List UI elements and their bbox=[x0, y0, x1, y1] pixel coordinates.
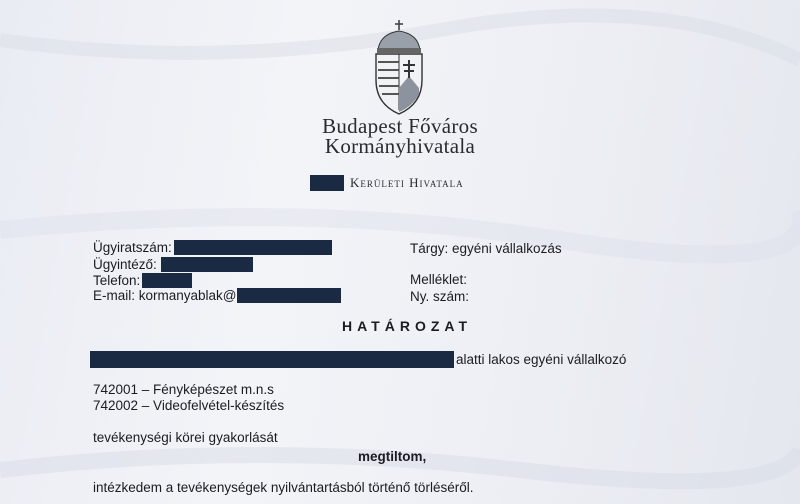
activity-item-2: 742002 – Videofelvétel-készítés bbox=[93, 398, 285, 413]
case-officer-row bbox=[93, 257, 253, 272]
activity-practice-line: tevékenységi körei gyakorlását bbox=[93, 430, 278, 445]
activity-item-1: 742001 – Fényképészet m.n.s bbox=[93, 382, 274, 397]
organization-title-line2: Kormányhivatala bbox=[324, 134, 476, 158]
case-number-row bbox=[93, 240, 332, 255]
subject-line: Tárgy: egyéni vállalkozás bbox=[410, 241, 562, 256]
case-number-label: Ügyiratszám: bbox=[93, 240, 172, 255]
coat-of-arms-icon bbox=[368, 18, 430, 118]
phone-label: Telefon: bbox=[93, 273, 141, 288]
redaction-block bbox=[90, 351, 454, 368]
email-row bbox=[93, 288, 341, 303]
redaction-block bbox=[174, 240, 332, 255]
office-name: Kerületi Hivatala bbox=[350, 175, 464, 190]
reg-number-line: Ny. szám: bbox=[410, 289, 470, 304]
email-label: E-mail: kormanyablak@ bbox=[93, 288, 237, 303]
resident-suffix: alatti lakos egyéni vállalkozó bbox=[456, 352, 627, 367]
case-officer-label: Ügyintéző: bbox=[93, 257, 157, 272]
resident-line bbox=[90, 351, 626, 368]
action-line: intézkedem a tevékenységek nyilvántartásból történő törléséről. bbox=[93, 480, 474, 495]
attachment-line: Melléklet: bbox=[410, 272, 468, 287]
redaction-block bbox=[142, 273, 192, 288]
district-office-title bbox=[310, 175, 464, 191]
redaction-block bbox=[161, 257, 253, 272]
phone-row bbox=[93, 273, 192, 288]
verdict-line: megtiltom, bbox=[358, 449, 427, 464]
decision-heading: HATÁROZAT bbox=[341, 318, 473, 334]
organization-title-line1: Budapest Főváros bbox=[322, 114, 478, 138]
redaction-block bbox=[237, 288, 341, 303]
redaction-block bbox=[310, 175, 344, 191]
